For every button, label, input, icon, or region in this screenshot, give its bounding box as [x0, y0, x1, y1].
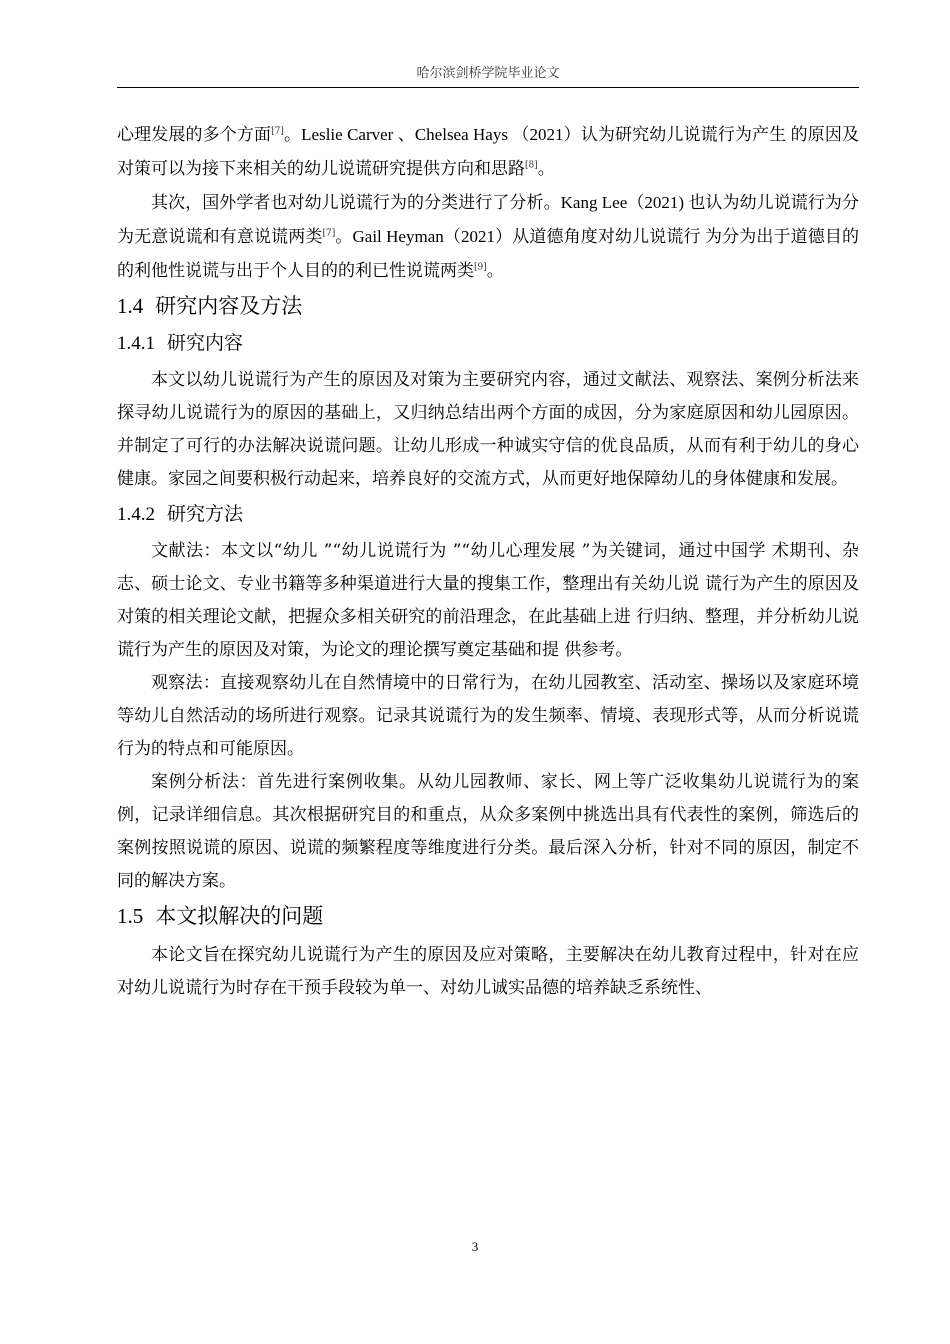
running-header: 哈尔滨剑桥学院毕业论文	[416, 66, 560, 81]
section-title: 研究内容	[167, 332, 244, 354]
paragraph-text: 。	[486, 261, 504, 281]
paragraph-text: 。Gail Heyman（2021）从道德角度对幼儿说谎行 为分为出于道德目的的利他性说谎与出于个人目的的利已性说谎两类	[117, 227, 860, 280]
citation: [9]	[474, 262, 487, 273]
paragraph-observation-method: 观察法：直接观察幼儿在自然情境中的日常行为，在幼儿园教室、活动室、操场以及家庭环境等幼儿自然活动的场所进行观察。记录其说谎行为的发生频率、情境、表现形式等，从而分析说谎行为的特点和可能原因。	[117, 673, 859, 759]
section-number: 1.4	[117, 294, 144, 318]
section-heading-1-5	[117, 901, 859, 931]
citation: [7]	[271, 126, 284, 137]
section-number: 1.5	[117, 904, 144, 928]
citation: [8]	[525, 160, 538, 171]
section-number: 1.4.2	[117, 504, 155, 525]
paragraph-text: 其次，国外学者也对幼儿说谎行为的分类进行了分析。Kang Lee（2021) 也认为幼儿说谎行为分为无意说谎和有意说谎两类	[117, 193, 859, 246]
section-number: 1.4.1	[117, 333, 155, 354]
citation: [7]	[322, 228, 336, 239]
subsection-heading-1-4-2	[117, 500, 859, 529]
header-rule	[117, 87, 859, 88]
paragraph-case-method: 案例分析法：首先进行案例收集。从幼儿园教师、家长、网上等广泛收集幼儿说谎行为的案例，记录详细信息。其次根据研究目的和重点，从众多案例中挑选出具有代表性的案例，筛选后的案例按照说谎的原因、说谎的频繁程度等维度进行分类。最后深入分析，针对不同的原因，制定不同的解决方案。	[117, 772, 859, 891]
paragraph-problems-to-solve: 本论文旨在探究幼儿说谎行为产生的原因及应对策略，主要解决在幼儿教育过程中，针对在应对幼儿说谎行为时存在干预手段较为单一、对幼儿诚实品德的培养缺乏系统性、	[117, 945, 859, 998]
section-title: 研究方法	[167, 503, 244, 525]
paragraph-literature-method: 文献法：本文以“幼儿 ”“幼儿说谎行为 ”“幼儿心理发展 ”为关键词，通过中国学 术期刊、杂志、硕士论文、专业书籍等多种渠道进行大量的搜集工作，整理出有关幼儿说 谎行为产生的原因及对策的相关理论文献，把握众多相关研究的前沿理念，在此基础上进 行归纳、整理，并分析幼儿说谎行为产生的原因及对策，为论文的理论撰写奠定基础和提 供参考。	[117, 541, 859, 660]
paragraph-lying-classification	[117, 186, 859, 288]
paragraph-text: 心理发展的多个方面	[117, 125, 272, 145]
page-number: 3	[471, 1239, 479, 1254]
subsection-heading-1-4-1	[117, 329, 859, 358]
page-body	[117, 118, 859, 1005]
section-heading-1-4	[117, 291, 859, 321]
section-title: 本文拟解决的问题	[155, 904, 324, 928]
paragraph-text: 。Leslie Carver 、Chelsea Hays （2021）认为研究幼儿说谎行为产生 的原因及对策可以为接下来相关的幼儿说谎研究提供方向和思路	[117, 125, 860, 178]
section-title: 研究内容及方法	[155, 294, 303, 318]
paragraph-research-content: 本文以幼儿说谎行为产生的原因及对策为主要研究内容，通过文献法、观察法、案例分析法来探寻幼儿说谎行为的原因的基础上，又归纳总结出两个方面的成因，分为家庭原因和幼儿园原因。并制定了可行的办法解决说谎问题。让幼儿形成一种诚实守信的优良品质，从而有利于幼儿的身心健康。家园之间要积极行动起来，培养良好的交流方式，从而更好地保障幼儿的身体健康和发展。	[117, 370, 859, 489]
paragraph-text: 。	[537, 159, 555, 179]
paragraph-carver-hays	[117, 118, 859, 186]
